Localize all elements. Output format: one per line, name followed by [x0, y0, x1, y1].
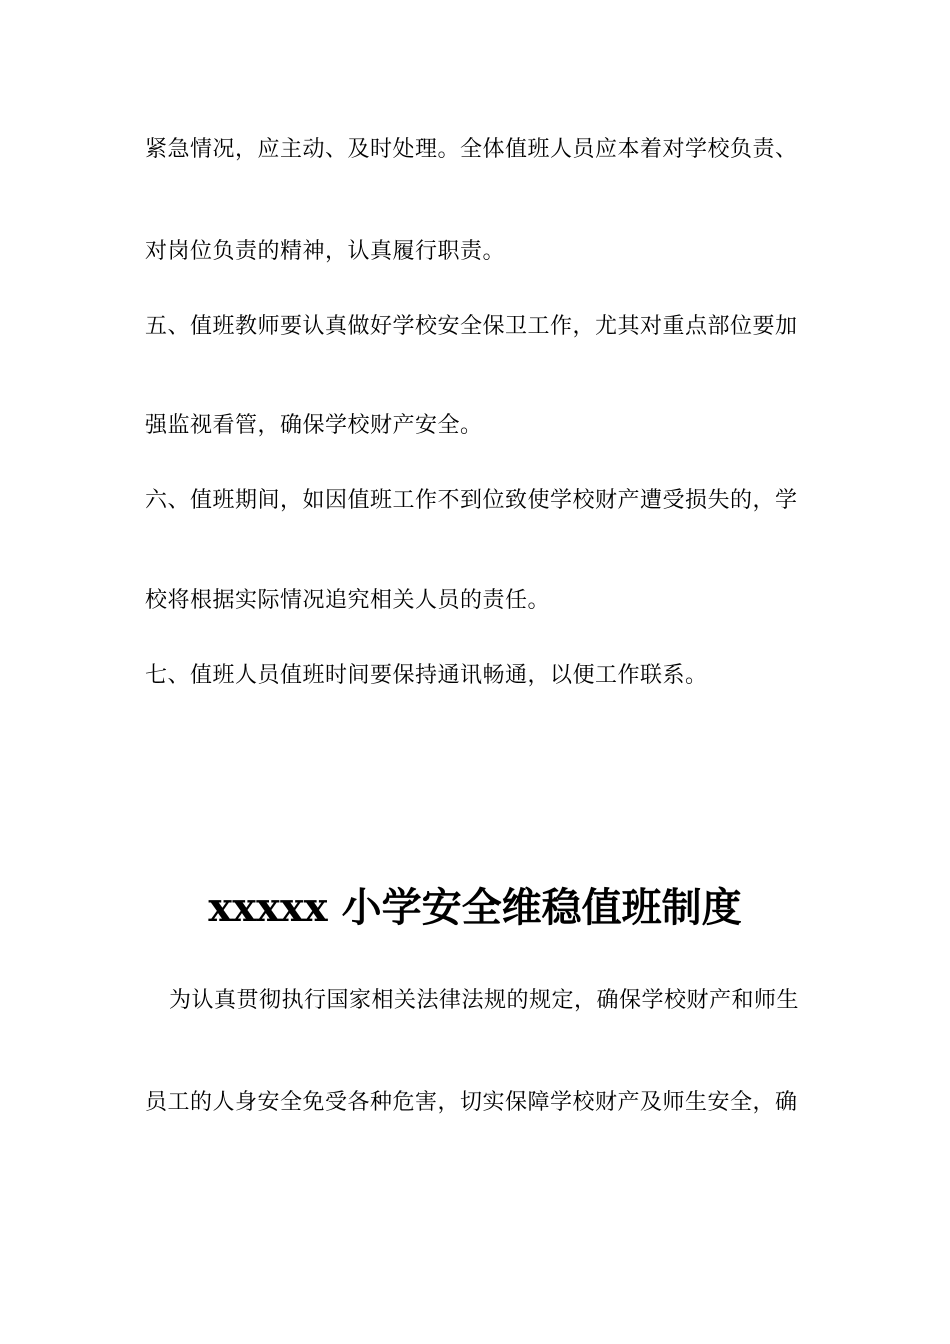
- text-line: 七、值班人员值班时间要保持通讯畅通，以便工作联系。: [145, 663, 708, 688]
- text-line: 员工的人身安全免受各种危害，切实保障学校财产及师生安全，确: [145, 1090, 798, 1115]
- text-line: 六、值班期间，如因值班工作不到位致使学校财产遭受损失的，学: [145, 488, 798, 513]
- page-title: xxxxx 小学安全维稳值班制度: [208, 884, 742, 931]
- text-line: 强监视看管，确保学校财产安全。: [145, 413, 483, 438]
- text-line: 校将根据实际情况追究相关人员的责任。: [145, 588, 551, 613]
- text-line: 五、值班教师要认真做好学校安全保卫工作，尤其对重点部位要加: [145, 314, 798, 339]
- text-line: 为认真贯彻执行国家相关法律法规的规定，确保学校财产和师生: [169, 988, 800, 1013]
- text-line: 紧急情况，应主动、及时处理。全体值班人员应本着对学校负责、: [145, 137, 798, 162]
- text-line: 对岗位负责的精神，认真履行职责。: [145, 239, 506, 264]
